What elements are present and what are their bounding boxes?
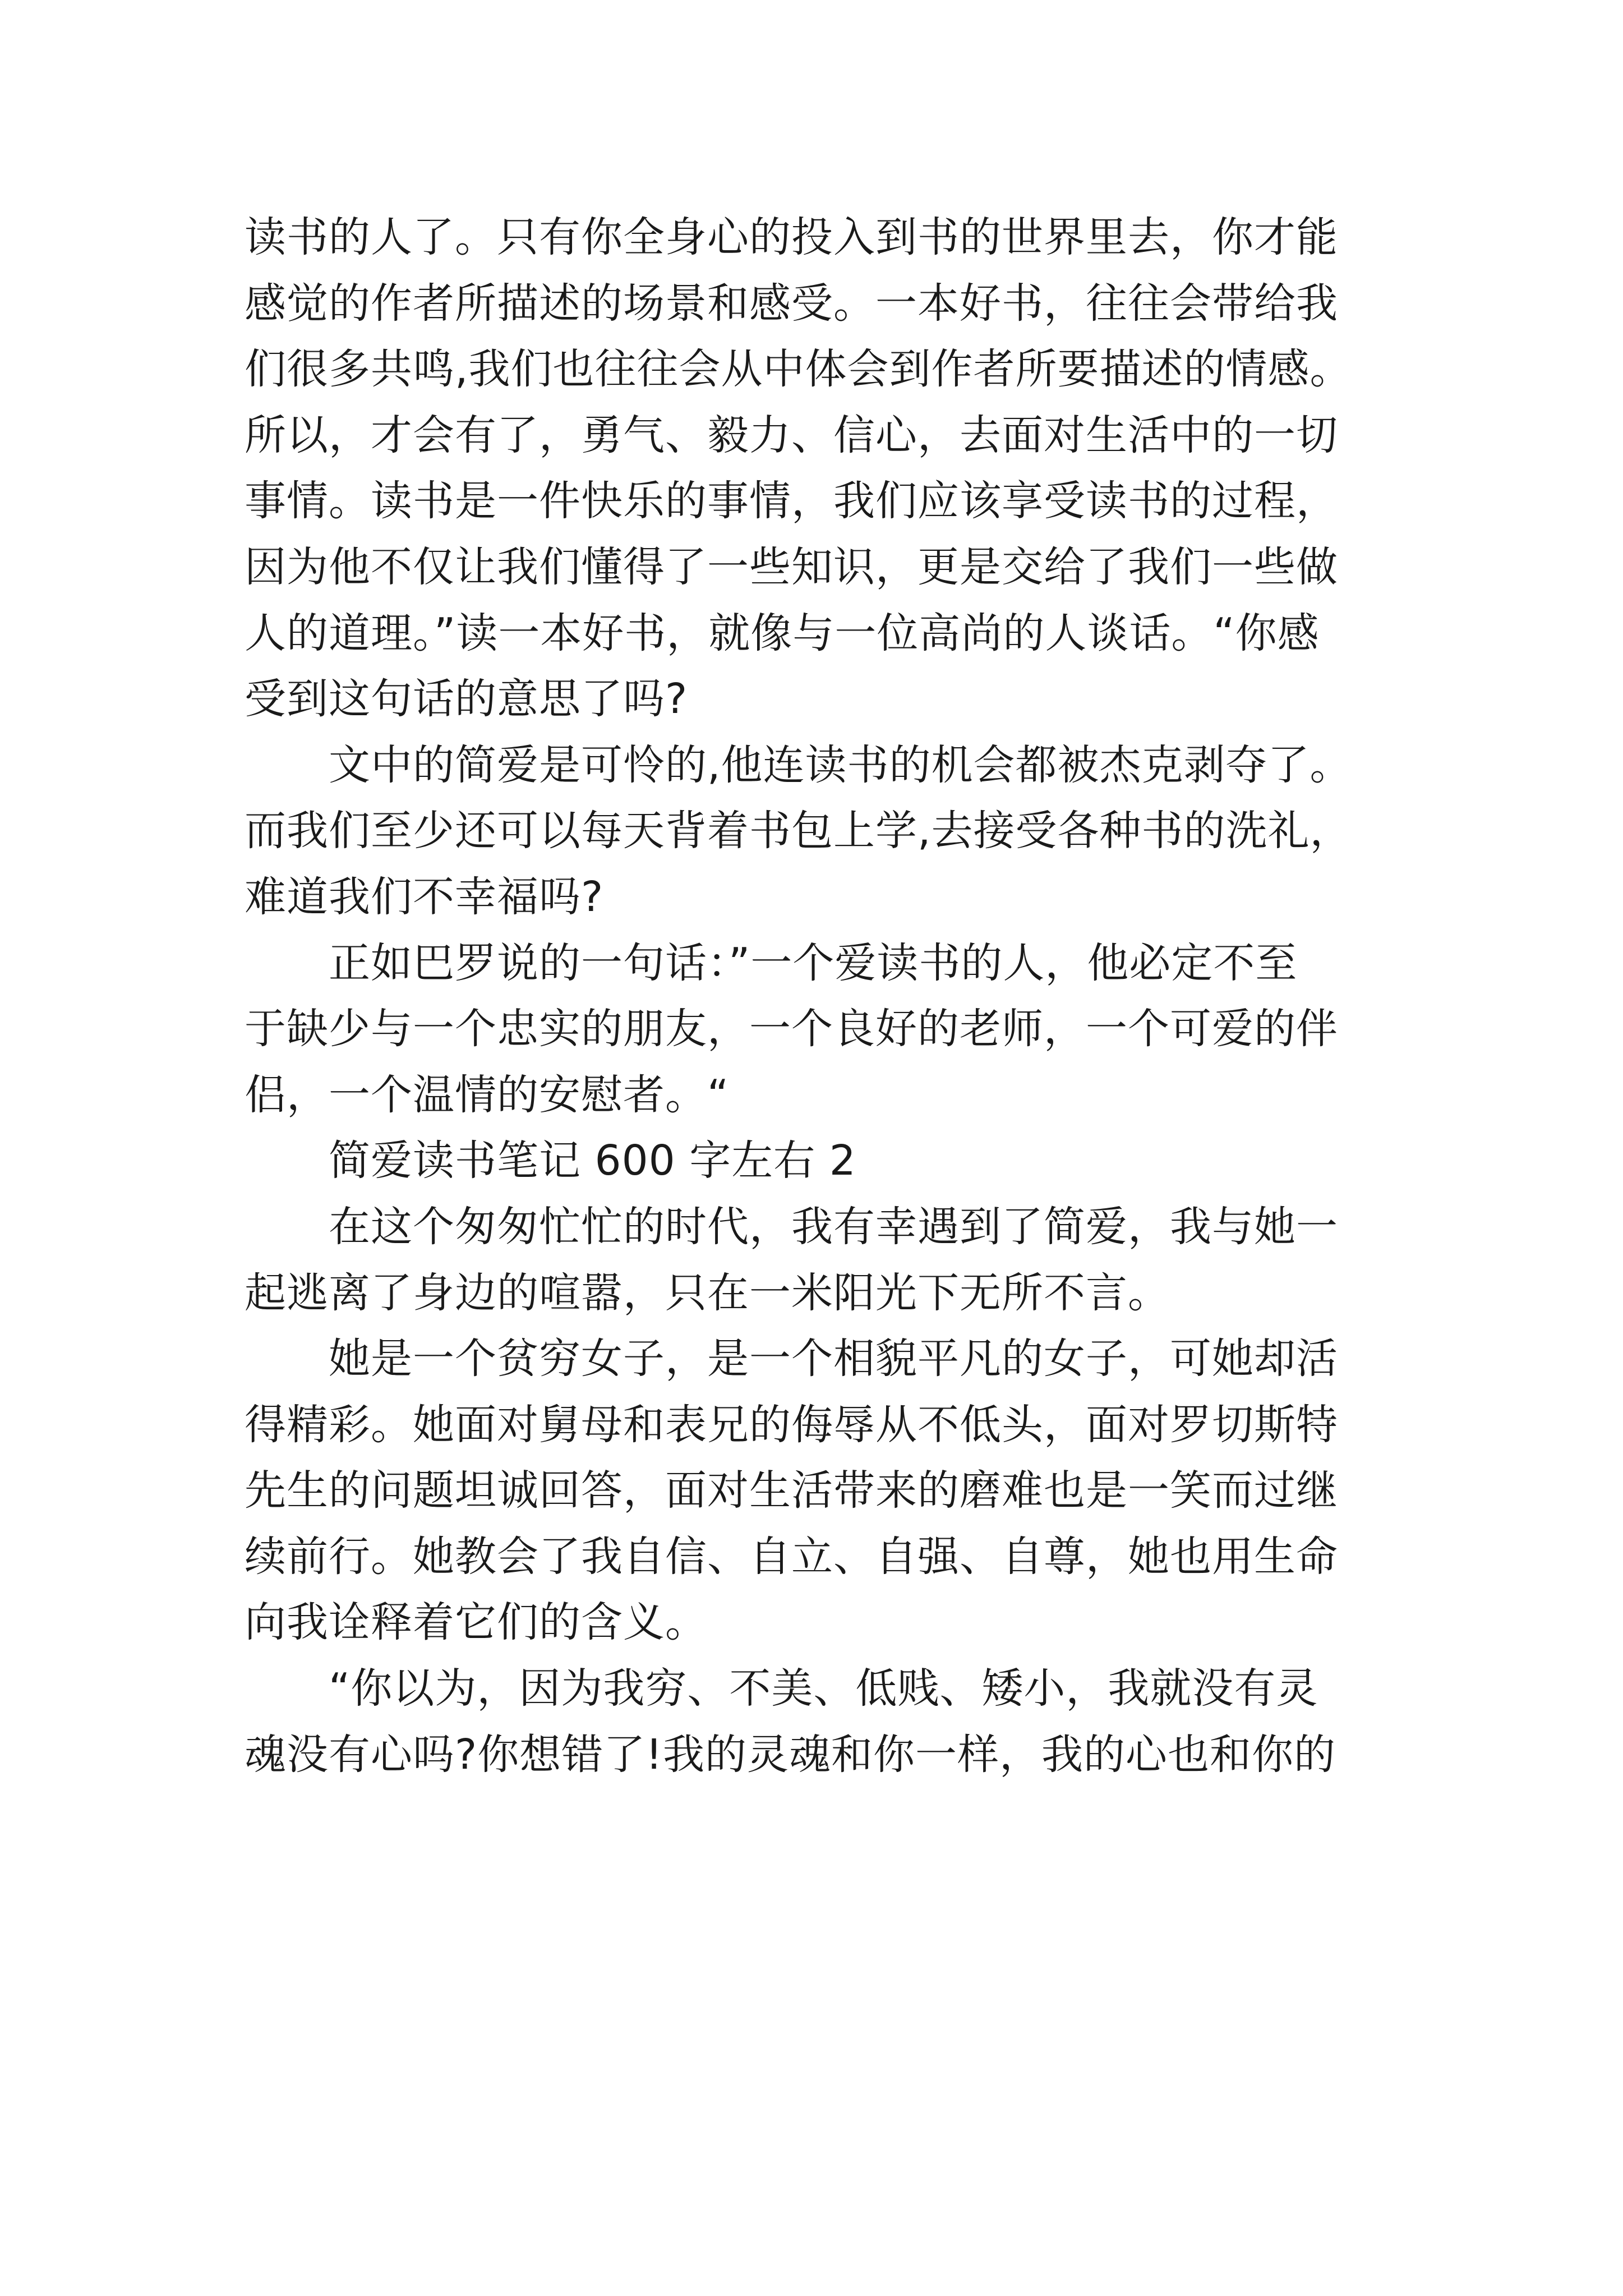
text-line: 魂没有心吗?你想错了!我的灵魂和你一样，我的心也和你的 [245,1730,1336,1779]
paragraph-start-line: 她是一个贫穷女子，是一个相貌平凡的女子，可她却活 [329,1335,1338,1383]
paragraph-start-line: “你以为，因为我穷、不美、低贱、矮小，我就没有灵 [329,1664,1318,1713]
paragraph-start-line: 文中的简爱是可怜的,他连读书的机会都被杰克剥夺了。 [329,740,1352,789]
text-line: 于缺少与一个忠实的朋友，一个良好的老师，一个可爱的伴 [245,1005,1338,1053]
text-line: 因为他不仅让我们懂得了一些知识，更是交给了我们一些做 [245,542,1338,591]
text-line: 们很多共鸣,我们也往往会从中体会到作者所要描述的情感。 [245,345,1352,394]
text-line: 侣，一个温情的安慰者。“ [245,1070,730,1119]
text-line: 续前行。她教会了我自信、自立、自强、自尊，她也用生命 [245,1532,1338,1581]
text-line: 先生的问题坦诚回答，面对生活带来的磨难也是一笑而过继 [245,1466,1338,1515]
text-line: 而我们至少还可以每天背着书包上学,去接受各种书的洗礼， [245,807,1352,855]
text-line: 人的道理。”读一本好书，就像与一位高尚的人谈话。“你感 [245,609,1320,657]
text-line: 得精彩。她面对舅母和表兄的侮辱从不低头，面对罗切斯特 [245,1400,1338,1449]
body-text [245,205,1450,1788]
text-line: 事情。读书是一件快乐的事情，我们应该享受读书的过程， [245,477,1338,526]
paragraph-start-line: 正如巴罗说的一句话：”一个爱读书的人，他必定不至 [329,938,1298,987]
paragraph-start-line: 在这个匆匆忙忙的时代，我有幸遇到了简爱，我与她一 [329,1202,1338,1251]
text-line: 受到这句话的意思了吗? [245,675,688,724]
text-line: 感觉的作者所描述的场景和感受。一本好书，往往会带给我 [245,279,1338,328]
text-line: 所以，才会有了，勇气、毅力、信心，去面对生活中的一切 [245,411,1338,459]
text-line: 难道我们不幸福吗? [245,872,604,921]
section-heading: 简爱读书笔记 600 字左右 2 [329,1137,856,1185]
text-line: 向我诠释着它们的含义。 [245,1598,707,1647]
text-line: 读书的人了。只有你全身心的投入到书的世界里去，你才能 [245,213,1338,261]
text-line: 起逃离了身边的喧嚣，只在一米阳光下无所不言。 [245,1268,1170,1317]
